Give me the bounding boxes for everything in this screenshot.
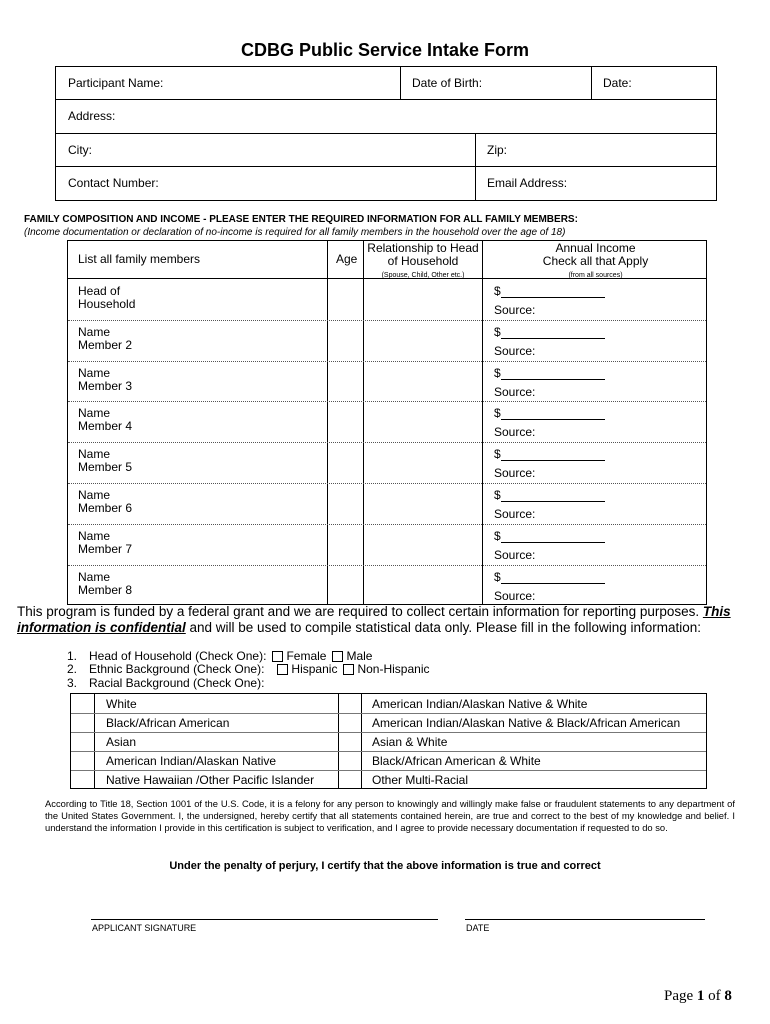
form-title: CDBG Public Service Intake Form (240, 40, 530, 60)
male-checkbox[interactable] (332, 651, 343, 662)
non-hispanic-checkbox[interactable] (343, 664, 354, 675)
participant-name-field[interactable]: Participant Name: (68, 76, 164, 90)
race-option-right: American Indian/Alaskan Native & White (372, 697, 588, 711)
col-header-age: Age (336, 252, 358, 266)
email-field[interactable]: Email Address: (487, 176, 568, 190)
income-source-label: Source: (494, 466, 536, 481)
contact-number-field[interactable]: Contact Number: (68, 176, 159, 190)
income-source-label: Source: (494, 384, 536, 399)
signature-label: APPLICANT SIGNATURE (92, 923, 197, 933)
col-header-relationship-2: of Household (387, 254, 459, 268)
col-header-income-1: Annual Income (555, 241, 636, 255)
income-source-label: Source: (494, 588, 536, 603)
hispanic-label: Hispanic (291, 662, 338, 676)
male-label: Male (346, 649, 373, 663)
question-head-of-household: 1. Head of Household (Check One): Female Male (67, 649, 373, 663)
non-hispanic-label: Non-Hispanic (357, 662, 430, 676)
date-line[interactable] (465, 919, 705, 920)
zip-field[interactable]: Zip: (487, 143, 508, 157)
question-racial-background: 3. Racial Background (Check One): (67, 676, 265, 690)
signature-line[interactable] (91, 919, 438, 920)
family-table (67, 240, 707, 605)
col-header-members: List all family members (78, 252, 201, 266)
family-member-label: Name Member 5 (78, 447, 133, 475)
family-member-label: Name Member 4 (78, 406, 133, 434)
income-amount-field[interactable]: $ (494, 326, 605, 339)
income-amount-field[interactable]: $ (494, 367, 605, 380)
income-amount-field[interactable]: $ (494, 407, 605, 420)
race-option-right: Asian & White (372, 735, 448, 749)
family-member-label: Name Member 3 (78, 365, 133, 393)
family-subheading: (Income documentation or declaration of no-income is required for all family members in the household over the age of 18) (24, 227, 566, 238)
col-header-income-note: (from all sources) (568, 272, 623, 279)
race-option-right: American Indian/Alaskan Native & Black/African American (372, 716, 681, 730)
female-checkbox[interactable] (272, 651, 283, 662)
family-member-label: Name Member 8 (78, 569, 133, 597)
funding-notice: This program is funded by a federal grant and we are required to collect certain information for reporting purposes. This information is confidential and will be used to compile statistical data only. Please fill in the following information: (17, 604, 731, 635)
city-field[interactable]: City: (68, 143, 92, 157)
race-option-left: American Indian/Alaskan Native (106, 754, 277, 768)
col-header-income-2: Check all that Apply (542, 254, 649, 268)
income-source-label: Source: (494, 343, 536, 358)
race-option-right: Black/African American & White (372, 754, 541, 768)
income-amount-field[interactable]: $ (494, 571, 605, 584)
address-field[interactable]: Address: (68, 109, 116, 123)
income-source-label: Source: (494, 507, 536, 521)
legal-statement: According to Title 18, Section 1001 of the U.S. Code, it is a felony for any person to knowingly and willingly make false or fraudulent statements to any department of the United States Government. I, the undersigned, hereby certify that all statements contained herein, are true and correct to the best of my knowledge and belief. I understand the information I provide in this certification is subject to verification, and I agree to provide necessary documentation if requested to do so. (45, 798, 735, 833)
confidential-emphasis: This information is confidential (17, 604, 731, 635)
race-option-right: Other Multi-Racial (372, 773, 469, 787)
race-option-left: Asian (106, 735, 137, 749)
col-header-relationship-1: Relationship to Head (367, 241, 479, 255)
certification-statement: Under the penalty of perjury, I certify that the above information is true and correct (169, 860, 601, 872)
family-member-label: Name Member 6 (78, 488, 133, 515)
income-source-label: Source: (494, 547, 536, 562)
family-member-label: Head of Household (78, 284, 136, 311)
income-source-label: Source: (494, 425, 536, 440)
race-table (70, 693, 707, 789)
income-amount-field[interactable]: $ (494, 530, 605, 543)
female-label: Female (286, 649, 327, 663)
income-amount-field[interactable]: $ (494, 489, 605, 502)
family-member-label: Name Member 2 (78, 324, 133, 352)
question-ethnic-background: 2. Ethnic Background (Check One): Hispanic Non-Hispanic (67, 662, 430, 676)
col-header-relationship-note: (Spouse, Child, Other etc.) (381, 272, 465, 279)
participant-info-table (55, 66, 717, 201)
income-amount-field[interactable]: $ (494, 285, 605, 298)
income-amount-field[interactable]: $ (494, 448, 605, 461)
family-member-label: Name Member 7 (78, 528, 133, 556)
date-of-birth-field[interactable]: Date of Birth: (412, 76, 483, 90)
page-number: Page 1 of 8 (664, 988, 732, 1004)
race-option-left: Native Hawaiian /Other Pacific Islander (106, 773, 315, 787)
race-option-left: White (106, 697, 137, 711)
date-field[interactable]: Date: (603, 76, 632, 90)
family-heading: FAMILY COMPOSITION AND INCOME - PLEASE ENTER THE REQUIRED INFORMATION FOR ALL FAMILY MEMBERS: (24, 214, 578, 225)
income-source-label: Source: (494, 303, 536, 317)
race-option-left: Black/African American (106, 716, 230, 730)
date-label: DATE (466, 923, 490, 933)
hispanic-checkbox[interactable] (277, 664, 288, 675)
